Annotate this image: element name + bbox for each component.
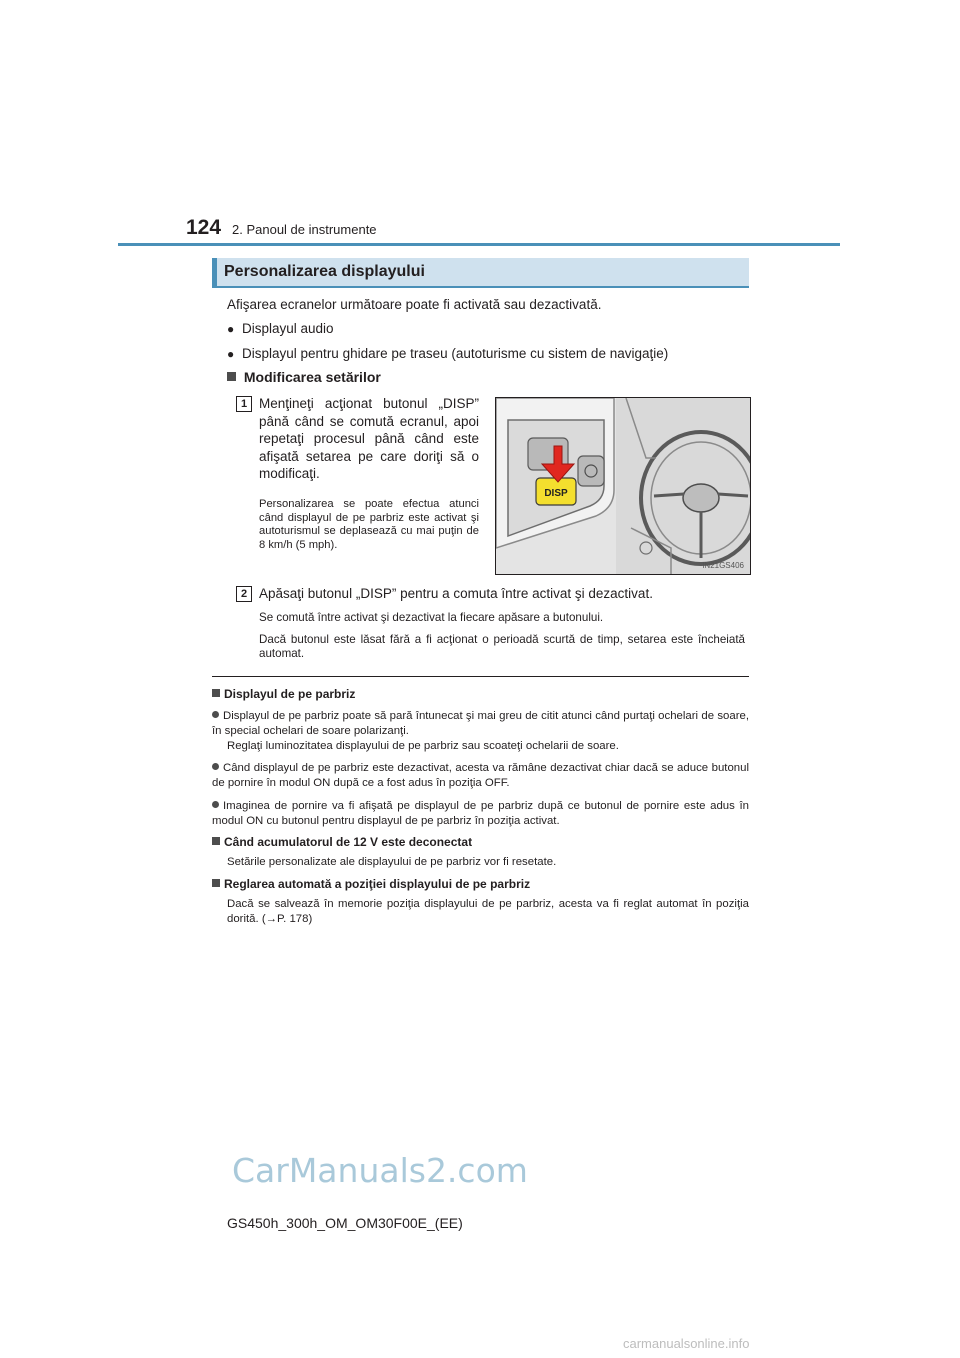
- note-heading: [212, 687, 355, 701]
- note-item: [212, 709, 749, 738]
- note-item-continuation: Reglaţi luminozitatea displayului de pe parbriz sau scoateţi ochelarii de soare.: [227, 740, 619, 752]
- note-heading-label: Reglarea automată a poziţiei displayului de pe parbriz: [224, 877, 531, 891]
- note-item-text: Când displayul de pe parbriz este dezactivat, acesta va rămâne dezactivat chiar dacă se aduce butonul de pornire în modul ON după ce a fost adus în poziţia OFF.: [212, 762, 749, 789]
- bullet-icon: [212, 711, 219, 718]
- bullet-icon: ●: [227, 347, 235, 361]
- step2-note: Se comută între activat şi dezactivat la fiecare apăsare a butonului.: [259, 611, 604, 624]
- note-item: [212, 799, 749, 828]
- square-bullet-icon: [212, 837, 220, 845]
- header-rule: [118, 243, 840, 246]
- note-heading: [212, 835, 472, 849]
- square-bullet-icon: [212, 879, 220, 887]
- note-item: [212, 761, 749, 790]
- step1-text: Menţineţi acţionat butonul „DISP” până când se comută ecranul, apoi repetaţi procesul până când este afişată setarea pe care doriţi să o modificaţi.: [259, 396, 479, 481]
- image-code: IN21GS406: [702, 561, 744, 570]
- intro-text: Afişarea ecranelor următoare poate fi activată sau dezactivată.: [227, 297, 602, 312]
- note-text: Dacă se salvează în memorie poziţia displayului de pe parbriz, acesta va fi reglat automat în poziţia dorită. (→P. 178): [227, 898, 749, 925]
- watermark: CarManuals2.com: [232, 1151, 528, 1190]
- footer-code: GS450h_300h_OM_OM30F00E_(EE): [227, 1215, 463, 1231]
- note-heading-label: Displayul de pe parbriz: [224, 687, 356, 701]
- note-heading-label: Când acumulatorul de 12 V este deconectat: [224, 835, 473, 849]
- step1-note: Personalizarea se poate efectua atunci când displayul de pe parbriz este activat şi autoturismul se deplasează cu mai puţin de 8 km/h (5 mph).: [259, 498, 479, 551]
- chapter-title: 2. Panoul de instrumente: [232, 222, 377, 237]
- note-heading: [212, 877, 530, 891]
- disp-button-illustration: [495, 397, 751, 575]
- note-text: Setările personalizate ale displayului de pe parbriz vor fi resetate.: [227, 856, 557, 868]
- illustration-drawing: [496, 398, 750, 574]
- subheading: [227, 369, 381, 385]
- bullet-icon: ●: [227, 322, 235, 336]
- bullet-item: [227, 320, 334, 338]
- note-item-text: Displayul de pe parbriz poate să pară întunecat şi mai greu de citit atunci când purtaţi ochelari de soare, în special ochelari de soare polarizanţi.: [212, 710, 749, 737]
- note-item-text: Imaginea de pornire va fi afişată pe displayul de pe parbriz după ce butonul de pornire este adus în modul ON cu butonul pentru displayul de pe parbriz în poziţia activat.: [212, 800, 749, 827]
- step2-note: Dacă butonul este lăsat fără a fi acţionat o perioadă scurtă de timp, setarea este încheiată automat.: [259, 633, 745, 660]
- bullet-label: Displayul pentru ghidare pe traseu (autoturisme cu sistem de navigaţie): [242, 346, 669, 361]
- section-title: Personalizarea displayului: [224, 263, 425, 280]
- bullet-icon: [212, 801, 219, 808]
- square-bullet-icon: [227, 372, 236, 381]
- square-bullet-icon: [212, 689, 220, 697]
- section-header-bar: [212, 258, 217, 288]
- watermark-url: carmanualsonline.info: [623, 1336, 750, 1351]
- step-number-1: 1: [236, 396, 252, 412]
- step-number-2: 2: [236, 586, 252, 602]
- page-number: 124: [186, 216, 222, 239]
- subheading-label: Modificarea setărilor: [243, 369, 381, 385]
- step2-text: Apăsaţi butonul „DISP” pentru a comuta între activat şi dezactivat.: [259, 586, 653, 601]
- svg-text:DISP: DISP: [544, 488, 568, 499]
- notes-divider: [212, 676, 749, 677]
- bullet-item: [227, 345, 668, 363]
- bullet-label: Displayul audio: [242, 321, 334, 336]
- bullet-icon: [212, 763, 219, 770]
